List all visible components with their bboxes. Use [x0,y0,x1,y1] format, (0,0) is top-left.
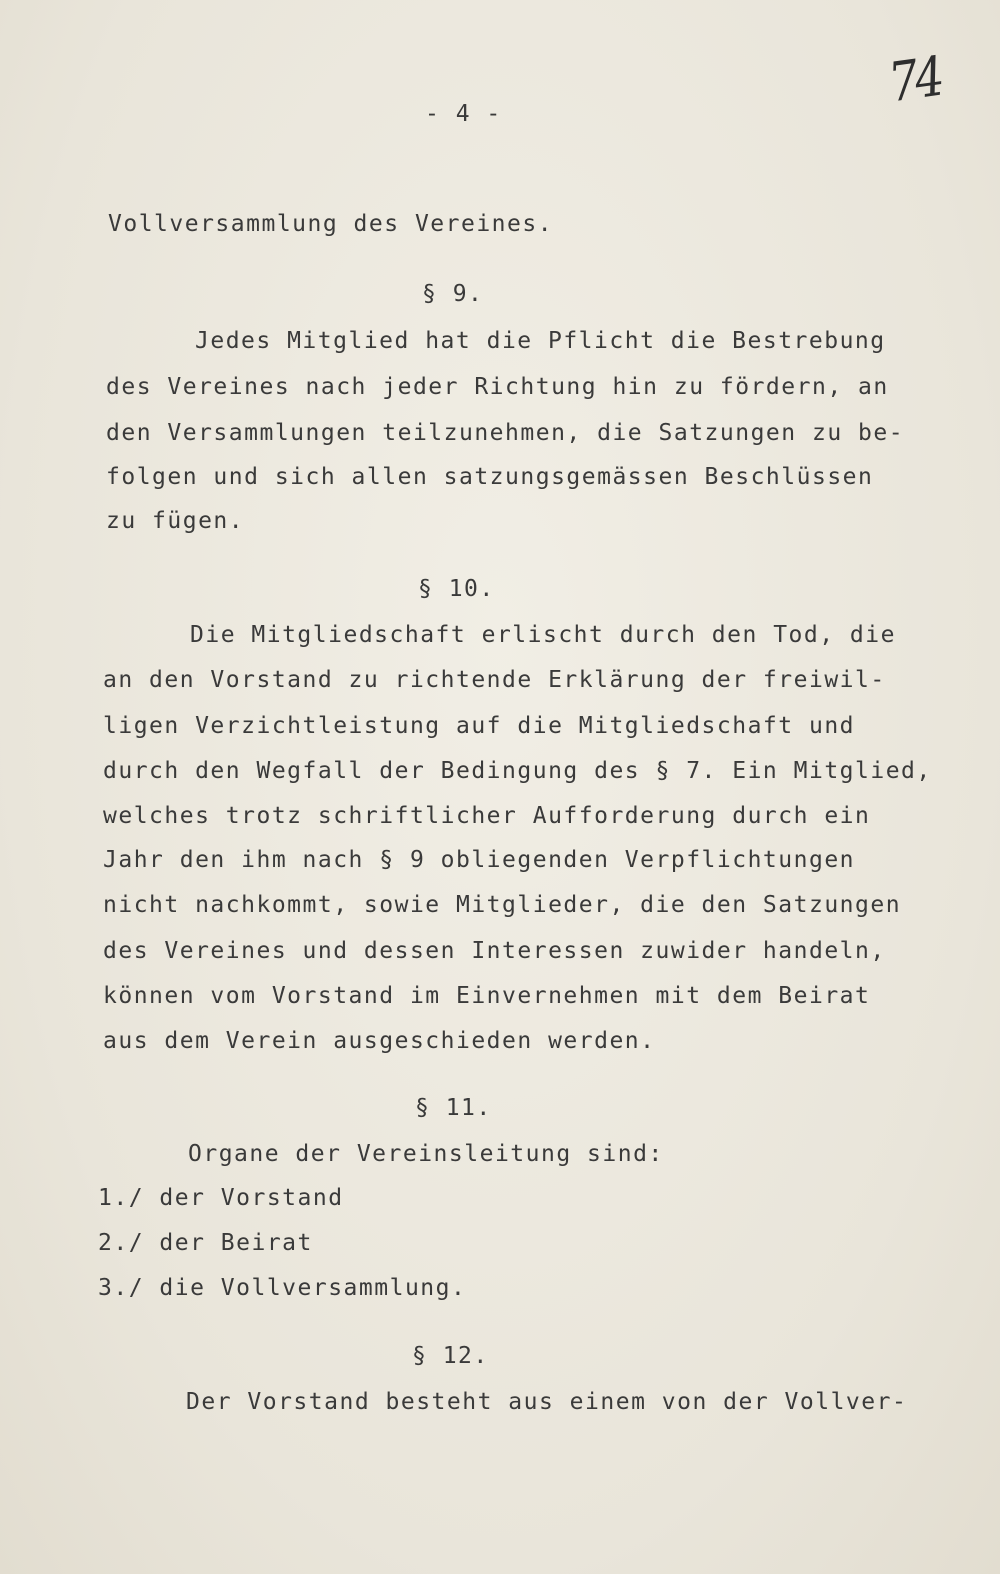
text-line: durch den Wegfall der Bedingung des § 7. Ein Mitglied, [103,758,932,784]
text-line: folgen und sich allen satzungsgemässen Beschlüssen [106,464,874,490]
text-line: den Versammlungen teilzunehmen, die Satzungen zu be- [106,420,905,446]
text-line: Jahr den ihm nach § 9 obliegenden Verpflichtungen [103,847,856,873]
text-line: Organe der Vereinsleitung sind: [188,1141,664,1167]
text-line: welches trotz schriftlicher Aufforderung durch ein [103,803,871,829]
section-heading: § 11. [415,1095,492,1121]
text-line: nicht nachkommt, sowie Mitglieder, die den Satzungen [103,892,902,918]
text-line: aus dem Verein ausgeschieden werden. [103,1028,656,1054]
list-item: 2./ der Beirat [98,1230,313,1256]
section-heading: § 10. [418,576,495,602]
text-line: Jedes Mitglied hat die Pflicht die Bestrebung [195,328,886,354]
text-line: Die Mitgliedschaft erlischt durch den Tod, die [190,622,896,648]
page-number: - 4 - [425,101,502,127]
text-line: können vom Vorstand im Einvernehmen mit dem Beirat [103,983,871,1009]
text-line: zu fügen. [106,508,245,534]
text-line: an den Vorstand zu richtende Erklärung der freiwil- [103,667,886,693]
handwritten-folio-number: 74 [885,44,945,115]
text-line: Der Vorstand besteht aus einem von der Vollver- [186,1389,908,1415]
text-line: des Vereines nach jeder Richtung hin zu fördern, an [106,374,889,400]
section-heading: § 12. [412,1343,489,1369]
section-heading: § 9. [422,281,484,307]
text-line: ligen Verzichtleistung auf die Mitgliedschaft und [103,713,856,739]
list-item: 1./ der Vorstand [98,1185,344,1211]
text-line: des Vereines und dessen Interessen zuwider handeln, [103,938,886,964]
text-line: Vollversammlung des Vereines. [108,211,554,237]
list-item: 3./ die Vollversammlung. [98,1275,467,1301]
